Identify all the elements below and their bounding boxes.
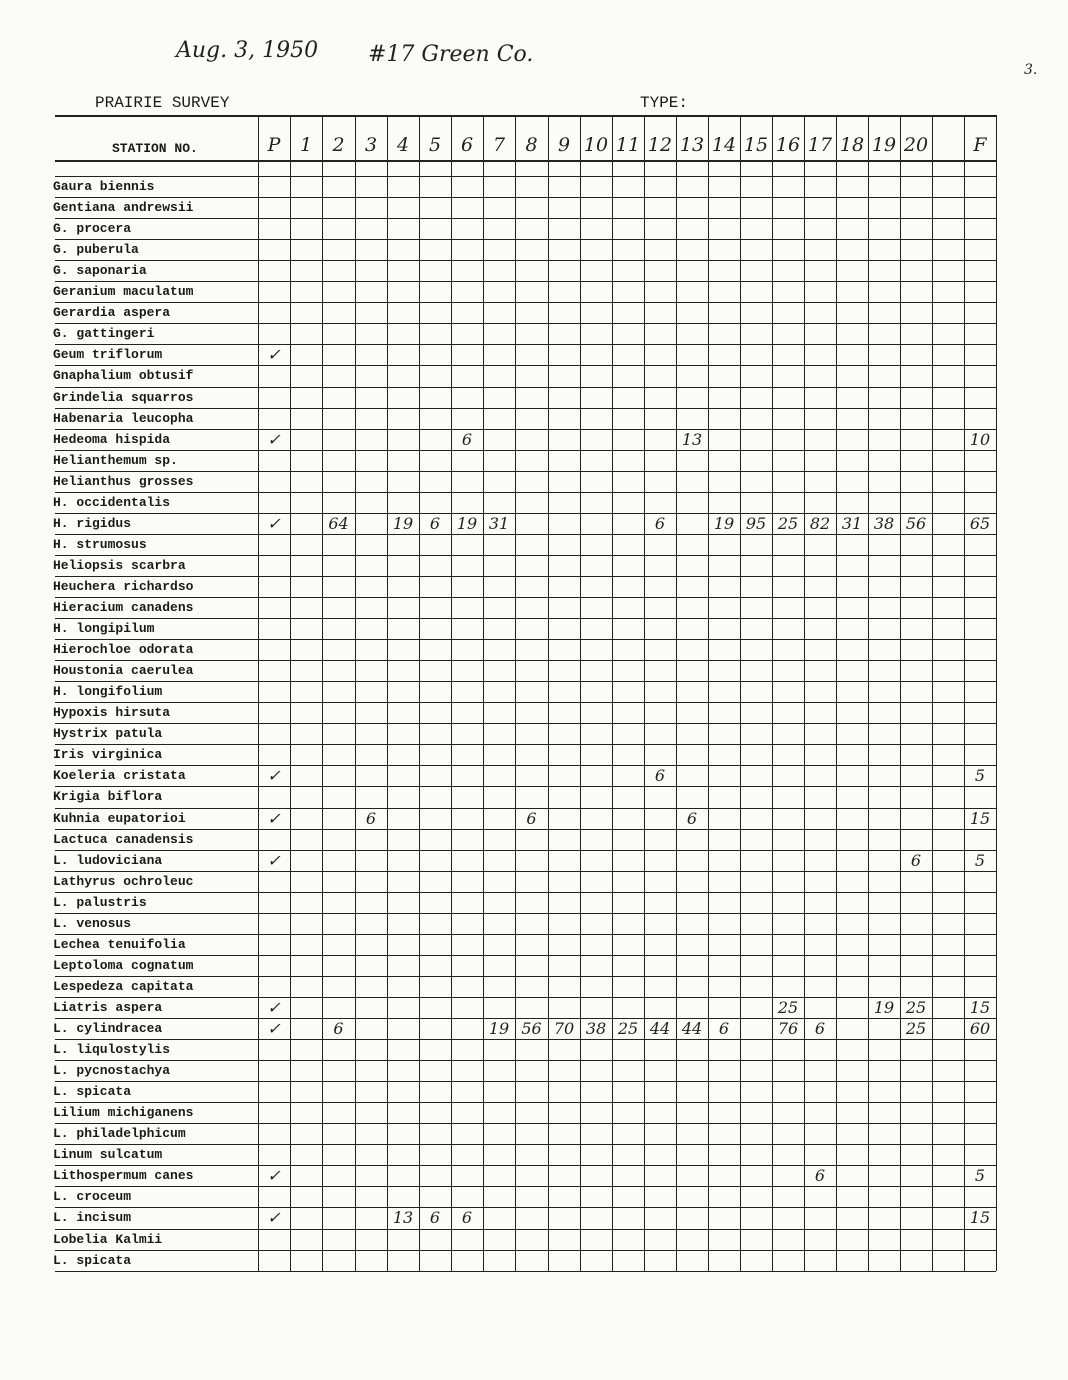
station-value: 13	[392, 1208, 414, 1228]
station-value: 6	[429, 513, 441, 533]
column-rule	[483, 115, 484, 1271]
row-rule	[55, 534, 996, 535]
column-rule	[258, 115, 259, 1271]
species-name: Leptoloma cognatum	[53, 957, 194, 973]
row-rule	[55, 1144, 996, 1145]
presence-check: ✓	[267, 513, 281, 533]
presence-check: ✓	[267, 1208, 281, 1228]
species-name: L. pycnostachya	[53, 1063, 171, 1079]
column-rule	[355, 115, 356, 1271]
type-label: TYPE:	[640, 94, 689, 112]
row-rule	[55, 450, 996, 451]
species-name: Gaura biennis	[53, 179, 155, 194]
row-rule	[55, 597, 996, 598]
column-rule	[804, 115, 805, 1271]
species-name: H. rigidus	[53, 515, 132, 531]
column-rule	[322, 115, 323, 1271]
row-rule	[55, 639, 996, 640]
column-rule	[387, 115, 388, 1271]
station-value: 25	[617, 1019, 639, 1038]
species-name: L. palustris	[53, 894, 147, 910]
column-header: 16	[775, 134, 801, 156]
row-rule	[55, 723, 996, 724]
species-name: G. procera	[53, 221, 132, 237]
column-header: P	[267, 134, 281, 156]
column-rule	[419, 115, 420, 1271]
row-rule	[55, 218, 996, 219]
date-note: Aug. 3, 1950	[176, 38, 319, 63]
station-value: 25	[777, 997, 799, 1017]
column-rule	[644, 115, 645, 1271]
column-rule	[580, 115, 581, 1271]
species-name: Houstonia caerulea	[53, 663, 194, 679]
station-label: STATION NO.	[112, 141, 198, 156]
frequency-value: 5	[974, 850, 986, 870]
row-rule	[55, 197, 996, 198]
species-name: Linum sulcatum	[53, 1147, 163, 1163]
row-rule	[55, 471, 996, 472]
column-header: 11	[615, 134, 641, 156]
station-value: 19	[873, 997, 895, 1017]
column-header: 17	[807, 134, 833, 156]
species-name: Hierochloe odorata	[53, 642, 194, 658]
column-header: 19	[871, 134, 897, 156]
row-rule	[55, 997, 996, 998]
species-name: H. strumosus	[53, 536, 147, 552]
species-name: Gnaphalium obtusif	[53, 368, 194, 384]
frequency-value: 5	[974, 1166, 986, 1186]
row-rule	[55, 955, 996, 956]
row-rule	[55, 1229, 996, 1230]
column-header: 3	[364, 134, 378, 156]
row-rule	[55, 365, 996, 366]
species-name: L. croceum	[53, 1189, 132, 1205]
species-name: Geum triflorum	[53, 347, 163, 363]
row-rule	[55, 934, 996, 935]
row-rule	[55, 492, 996, 493]
station-value: 44	[649, 1019, 671, 1038]
species-name: Hedeoma hispida	[53, 431, 171, 447]
column-rule	[676, 115, 677, 1271]
station-value: 19	[488, 1019, 510, 1038]
station-value: 19	[456, 513, 478, 533]
row-rule	[55, 344, 996, 345]
column-header: 5	[428, 134, 442, 156]
row-rule	[55, 871, 996, 872]
species-name: Hieracium canadens	[53, 600, 194, 615]
species-name: Heuchera richardso	[53, 578, 194, 594]
row-rule	[55, 744, 996, 745]
species-name: Iris virginica	[53, 747, 163, 763]
species-name: Hystrix patula	[53, 726, 163, 742]
row-rule	[55, 260, 996, 261]
row-rule	[55, 1207, 996, 1208]
column-header: 14	[711, 134, 737, 156]
species-name: Lathyrus ochroleuc	[53, 873, 194, 889]
column-header: 2	[332, 134, 345, 156]
presence-check: ✓	[267, 808, 281, 828]
column-header: 15	[743, 134, 769, 156]
station-value: 13	[681, 429, 703, 449]
station-value: 95	[745, 513, 767, 533]
column-rule	[451, 115, 452, 1271]
frequency-value: 65	[969, 513, 991, 533]
row-rule	[55, 702, 996, 703]
page-number: 3.	[1024, 62, 1038, 78]
row-rule	[55, 1039, 996, 1040]
station-value: 38	[585, 1019, 607, 1038]
species-name: L. incisum	[53, 1210, 132, 1226]
row-rule	[55, 829, 996, 830]
row-rule	[55, 618, 996, 619]
species-name: H. occidentalis	[53, 494, 171, 510]
row-rule	[55, 1165, 996, 1166]
column-rule	[772, 115, 773, 1271]
station-value: 6	[429, 1208, 441, 1228]
species-name: L. venosus	[53, 915, 132, 931]
row-rule	[55, 1250, 996, 1251]
species-name: Krigia biflora	[53, 789, 163, 805]
row-rule	[55, 408, 996, 409]
station-value: 6	[461, 1208, 473, 1228]
species-name: Lithospermum canes	[53, 1168, 194, 1184]
species-name: Lespedeza capitata	[53, 978, 194, 994]
species-name: Hypoxis hirsuta	[53, 705, 171, 721]
row-rule	[55, 1123, 996, 1124]
species-name: G. puberula	[53, 242, 139, 258]
station-value: 6	[718, 1019, 730, 1038]
station-value: 31	[488, 513, 510, 533]
station-value: 82	[809, 513, 831, 533]
station-value: 6	[654, 766, 666, 786]
species-name: Heliopsis scarbra	[53, 557, 186, 573]
row-rule	[55, 302, 996, 303]
species-name: H. longifolium	[53, 684, 163, 700]
column-rule	[708, 115, 709, 1271]
station-value: 6	[654, 513, 666, 533]
row-rule	[55, 576, 996, 577]
column-header: F	[973, 134, 987, 156]
row-rule	[55, 850, 996, 851]
presence-check: ✓	[267, 850, 281, 870]
column-rule	[932, 115, 933, 1271]
presence-check: ✓	[267, 429, 281, 449]
row-rule	[55, 1060, 996, 1061]
row-rule	[55, 239, 996, 240]
station-value: 6	[526, 808, 537, 828]
species-name: Koeleria cristata	[53, 768, 186, 784]
presence-check: ✓	[267, 1166, 281, 1186]
species-name: Kuhnia eupatorioi	[53, 810, 186, 826]
column-header: 18	[839, 134, 865, 156]
species-name: Lobelia Kalmii	[53, 1231, 163, 1247]
species-name: Lilium michiganens	[53, 1105, 194, 1121]
column-rule	[868, 115, 869, 1271]
station-value: 6	[365, 808, 377, 828]
column-header: 6	[460, 134, 474, 156]
column-rule	[548, 115, 549, 1271]
frequency-value: 15	[969, 997, 991, 1017]
station-value: 25	[777, 513, 799, 533]
column-rule	[836, 115, 837, 1271]
species-name: Gentiana andrewsii	[53, 200, 194, 216]
station-value: 6	[814, 1166, 826, 1186]
row-rule	[55, 681, 996, 682]
row-rule	[55, 765, 996, 766]
column-header: 10	[583, 134, 609, 156]
presence-check: ✓	[267, 345, 281, 365]
frequency-value: 15	[969, 808, 991, 828]
station-value: 64	[328, 513, 349, 533]
station-value: 25	[905, 997, 927, 1017]
column-rule	[900, 115, 901, 1271]
species-name: Lactuca canadensis	[53, 831, 194, 847]
presence-check: ✓	[267, 1019, 281, 1038]
column-rule	[290, 115, 291, 1271]
column-rule	[740, 115, 741, 1271]
column-header: 13	[679, 134, 705, 156]
station-value: 6	[461, 429, 473, 449]
station-value: 70	[553, 1019, 575, 1038]
frequency-value: 5	[974, 766, 986, 786]
presence-check: ✓	[267, 997, 281, 1017]
species-name: Liatris aspera	[53, 999, 163, 1015]
column-header: 4	[396, 134, 410, 156]
species-name: Geranium maculatum	[53, 284, 194, 300]
survey-number-note: #17 Green Co.	[368, 42, 534, 67]
row-rule	[55, 976, 996, 977]
row-rule	[55, 555, 996, 556]
row-rule	[55, 429, 996, 430]
row-rule	[55, 176, 996, 177]
species-name: H. longipilum	[53, 621, 155, 637]
station-value: 56	[905, 513, 927, 533]
frequency-value: 60	[969, 1019, 991, 1038]
species-name: G. gattingeri	[53, 326, 155, 342]
species-name: L. philadelphicum	[53, 1126, 186, 1142]
column-header: 9	[557, 134, 571, 156]
species-name: Lechea tenuifolia	[53, 936, 186, 952]
station-value: 25	[905, 1019, 927, 1038]
species-name: L. cylindracea	[53, 1021, 163, 1036]
column-rule	[964, 115, 965, 1271]
species-name: G. saponaria	[53, 263, 147, 279]
station-value: 56	[521, 1019, 542, 1038]
station-value: 44	[681, 1019, 703, 1038]
row-rule	[55, 1186, 996, 1187]
header-top-rule	[55, 115, 996, 117]
species-name: Habenaria leucopha	[53, 410, 194, 426]
species-name: L. ludoviciana	[53, 852, 163, 868]
column-header: 20	[903, 134, 929, 156]
column-header	[932, 130, 964, 160]
station-value: 6	[686, 808, 698, 828]
row-rule	[55, 1271, 996, 1272]
species-name: L. spicata	[53, 1084, 132, 1100]
species-name: L. spicata	[53, 1252, 132, 1268]
row-rule	[55, 913, 996, 914]
form-title: PRAIRIE SURVEY	[95, 94, 230, 112]
column-rule	[612, 115, 613, 1271]
row-rule	[55, 1102, 996, 1103]
row-rule	[55, 892, 996, 893]
species-name: Helianthus grosses	[53, 473, 194, 489]
row-rule	[55, 660, 996, 661]
station-value: 6	[910, 850, 922, 870]
frequency-value: 15	[969, 1208, 991, 1228]
species-name: L. liqulostylis	[53, 1042, 171, 1058]
species-name: Grindelia squarros	[53, 389, 194, 405]
frequency-value: 10	[969, 429, 991, 449]
header-bottom-rule	[55, 160, 996, 162]
column-header: 8	[525, 134, 538, 156]
column-rule	[515, 115, 516, 1271]
row-rule	[55, 387, 996, 388]
presence-check: ✓	[267, 766, 281, 786]
column-rule	[996, 115, 997, 1271]
station-value: 19	[713, 513, 735, 533]
row-rule	[55, 281, 996, 282]
column-header: 12	[647, 134, 673, 156]
station-value: 6	[333, 1019, 344, 1038]
column-header: 7	[492, 134, 506, 156]
station-value: 76	[777, 1019, 799, 1038]
station-value: 6	[814, 1019, 826, 1038]
row-rule	[55, 1081, 996, 1082]
row-rule	[55, 323, 996, 324]
species-name: Gerardia aspera	[53, 305, 171, 321]
station-value: 19	[392, 513, 414, 533]
species-name: Helianthemum sp.	[53, 452, 178, 468]
column-header: 1	[299, 134, 313, 156]
row-rule	[55, 786, 996, 787]
station-value: 31	[841, 513, 863, 533]
station-value: 38	[873, 513, 895, 533]
